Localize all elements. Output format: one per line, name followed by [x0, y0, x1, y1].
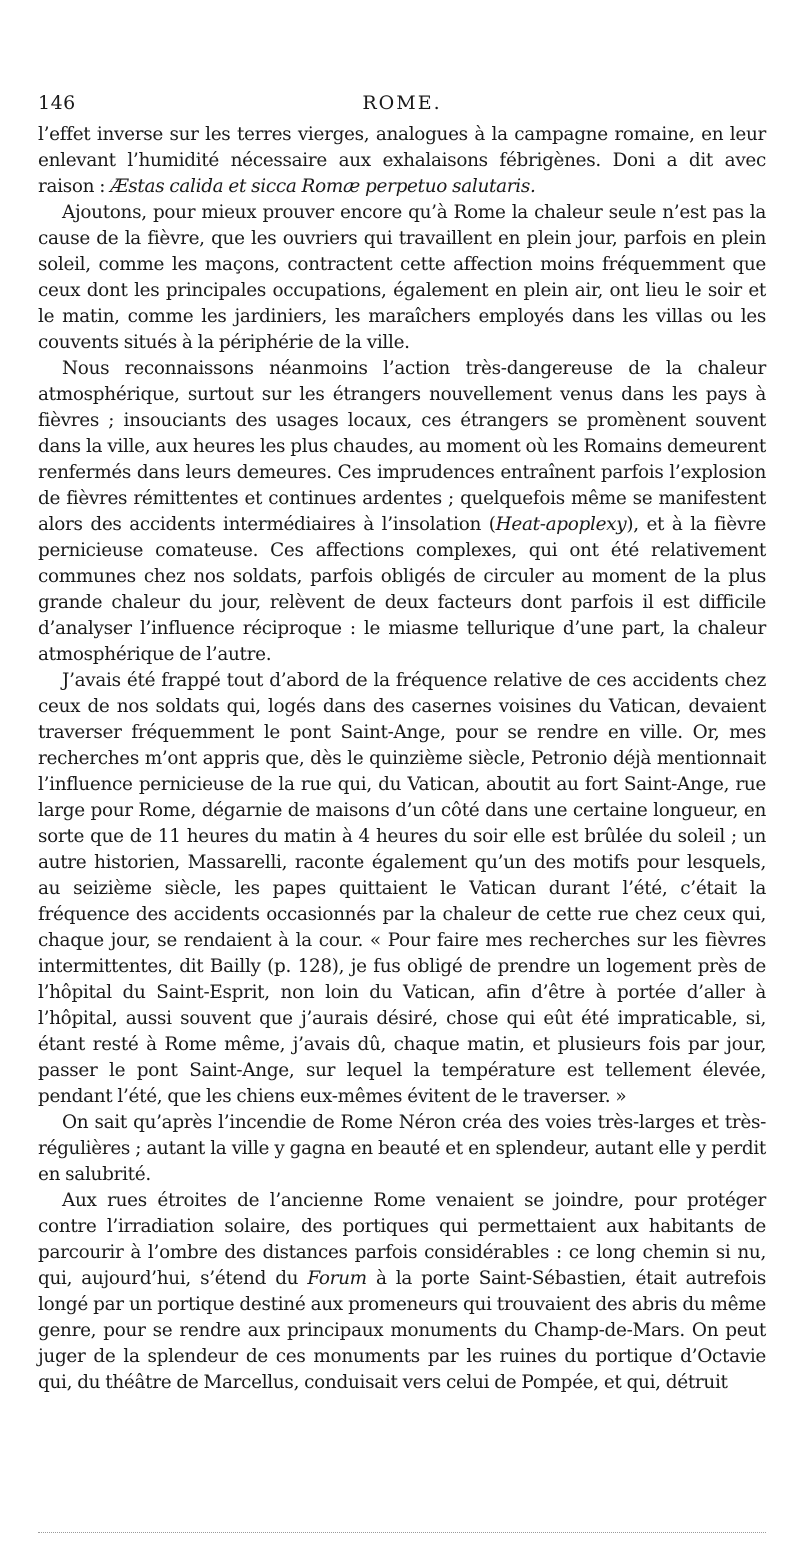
- text-span: Nous reconnaissons néanmoins l’action très-dangereuse de la chaleur atmosphérique, surtout sur les étrangers nouvellement venus dans les pays à fièvres ; insouciants des usages locaux, ces étrangers se promènent souvent dans la ville, aux heures les plus chaudes, au moment où les Romains demeurent renfermés dans leurs demeures. Ces imprudences entraînent parfois l’explosion de fièvres rémittentes et continues ardentes ; quelquefois même se manifestent alors des accidents intermédiaires à l’insolation (: [38, 358, 766, 535]
- paragraph: [38, 356, 766, 668]
- body-text: [38, 122, 766, 1396]
- italic-term: Forum: [307, 1268, 367, 1289]
- book-page: [38, 92, 766, 1396]
- footer-dotted-rule: [38, 1532, 766, 1533]
- paragraph: [38, 122, 766, 200]
- text-span: On sait qu’après l’incendie de Rome Néron créa des voies très-larges et très-régulières ; autant la ville y gagna en beauté et en splendeur, autant elle y perdit en salubrité.: [38, 1112, 766, 1185]
- text-span: J’avais été frappé tout d’abord de la fréquence relative de ces accidents chez ceux de nos soldats qui, logés dans des casernes voisines du Vatican, devaient traverser fréquemment le pont Saint-Ange, pour se rendre en ville. Or, mes recherches m’ont appris que, dès le quinzième siècle, Petronio déjà mentionnait l’influence pernicieuse de la rue qui, du Vatican, aboutit au fort Saint-Ange, rue large pour Rome, dégarnie de maisons d’un côté dans une certaine longueur, en sorte que de 11 heures du matin à 4 heures du soir elle est brûlée du soleil ; un autre historien, Massarelli, raconte également qu’un des motifs pour lesquels, au seizième siècle, les papes quittaient le Vatican durant l’été, c’était la fréquence des accidents occasionnés par la chaleur de cette rue chez ceux qui, chaque jour, se rendaient à la cour. « Pour faire mes recherches sur les fièvres intermittentes, dit Bailly (p. 128), je fus obligé de prendre un logement près de l’hôpital du Saint-Esprit, non loin du Vatican, afin d’être à portée d’aller à l’hôpital, aussi souvent que j’aurais désiré, chose qui eût été impraticable, si, étant resté à Rome même, j’avais dû, chaque matin, et plusieurs fois par jour, passer le pont Saint-Ange, sur lequel la température est tellement élevée, pendant l’été, que les chiens eux-mêmes évitent de le traverser. »: [38, 670, 766, 1107]
- running-title: ROME.: [362, 92, 442, 114]
- italic-quote: Æstas calida et sicca Romæ perpetuo salutaris.: [110, 176, 536, 197]
- page-number: 146: [38, 92, 76, 114]
- running-head: [38, 92, 766, 122]
- italic-term: Heat-apoplexy: [495, 514, 627, 535]
- paragraph: [38, 1188, 766, 1396]
- text-span: Ajoutons, pour mieux prouver encore qu’à Rome la chaleur seule n’est pas la cause de la fièvre, que les ouvriers qui travaillent en plein jour, parfois en plein soleil, comme les maçons, contractent cette affection moins fréquemment que ceux dont les principales occupations, également en plein air, ont lieu le soir et le matin, comme les jardiniers, les maraîchers employés dans les villas ou les couvents situés à la périphérie de la ville.: [38, 202, 766, 353]
- text-span: l’effet inverse sur les terres vierges, analogues à la campagne romaine, en leur enlevant l’humidité nécessaire aux exhalaisons fébrigènes. Doni a dit avec raison :: [38, 124, 766, 197]
- text-span: ), et à la fièvre pernicieuse comateuse. Ces affections complexes, qui ont été relativement communes chez nos soldats, parfois obligés de circuler au moment de la plus grande chaleur du jour, relèvent de deux facteurs dont parfois il est difficile d’analyser l’influence réciproque : le miasme tellurique d’une part, la chaleur atmosphérique de l’autre.: [38, 514, 766, 665]
- text-span: Aux rues étroites de l’ancienne Rome venaient se joindre, pour protéger contre l’irradiation solaire, des portiques qui permettaient aux habitants de parcourir à l’ombre des distances parfois considérables : ce long chemin si nu, qui, aujourd’hui, s’étend du: [38, 1190, 766, 1289]
- text-span: à la porte Saint-Sébastien, était autrefois longé par un portique destiné aux promeneurs qui trouvaient des abris du même genre, pour se rendre aux principaux monuments du Champ-de-Mars. On peut juger de la splendeur de ces monuments par les ruines du portique d’Octavie qui, du théâtre de Marcellus, conduisait vers celui de Pompée, et qui, détruit: [38, 1268, 766, 1393]
- paragraph: [38, 668, 766, 1110]
- paragraph: [38, 200, 766, 356]
- paragraph: [38, 1110, 766, 1188]
